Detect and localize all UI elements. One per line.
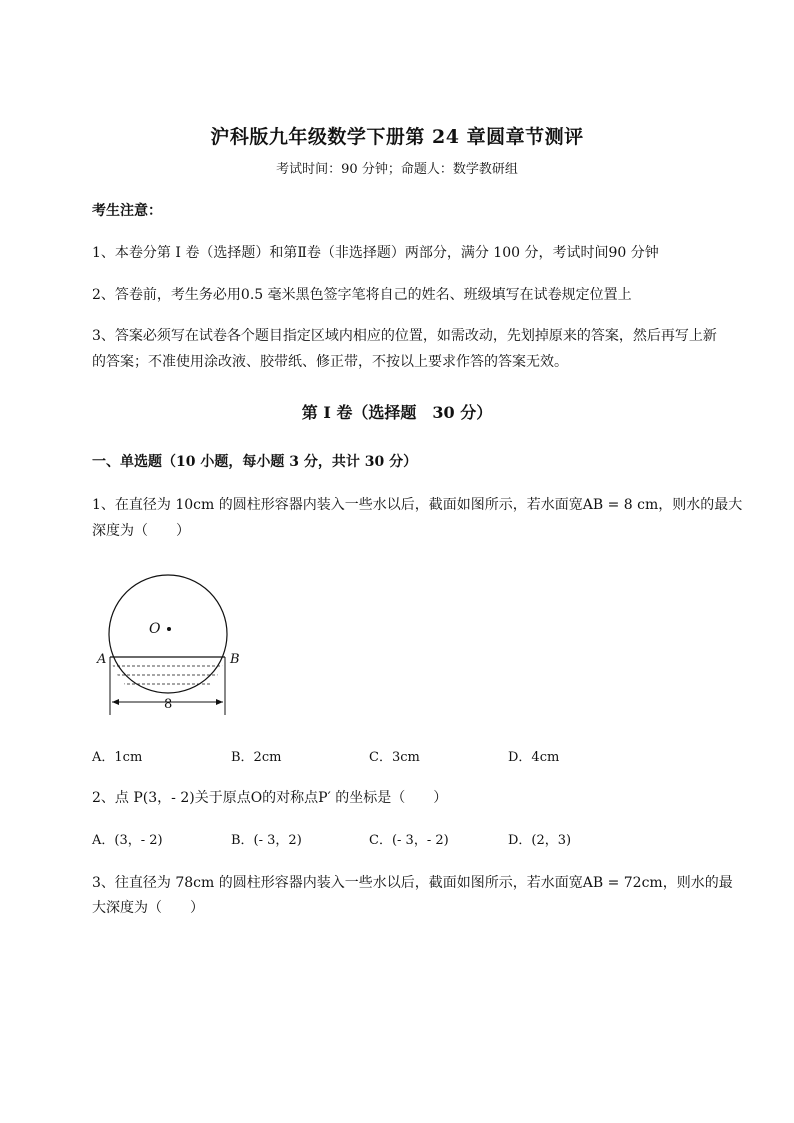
arrow-left bbox=[112, 699, 119, 705]
q1-option-a: A．1cm bbox=[92, 750, 143, 765]
label-a: A bbox=[97, 652, 107, 667]
q1-text-cont: 深度为（ ） bbox=[92, 523, 190, 539]
q3-text: 3、往直径为 78cm 的圆柱形容器内装入一些水以后，截面如图所示，若水面宽AB = 72cm，则水的最 bbox=[92, 875, 733, 891]
page-title: 沪科版九年级数学下册第 24 章圆章节测评 bbox=[210, 126, 584, 148]
q3-text-cont: 大深度为（ ） bbox=[92, 900, 204, 916]
label-width: 8 bbox=[164, 697, 173, 712]
q2-option-d: D．(2，3) bbox=[508, 833, 572, 848]
q1-option-c: C．3cm bbox=[369, 750, 420, 765]
water-hatch bbox=[102, 666, 237, 684]
label-o: O bbox=[149, 621, 161, 637]
label-b: B bbox=[230, 652, 240, 667]
q1-option-b: B．2cm bbox=[231, 750, 282, 765]
q2-option-b: B．(- 3，2) bbox=[231, 833, 302, 848]
notice-heading: 考生注意： bbox=[92, 203, 162, 219]
notice-item-3: 3、答案必须写在试卷各个题目指定区域内相应的位置，如需改动，先划掉原来的答案，然后再写上新 bbox=[92, 328, 717, 344]
exam-info: 考试时间：90 分钟；命题人：数学教研组 bbox=[276, 162, 518, 177]
q1-text: 1、在直径为 10cm 的圆柱形容器内装入一些水以后，截面如图所示，若水面宽AB = 8 cm，则水的最大 bbox=[92, 497, 743, 513]
q2-text: 2、点 P(3，- 2)关于原点O的对称点P′ 的坐标是（ ） bbox=[92, 790, 448, 806]
notice-item-1: 1、本卷分第 I 卷（选择题）和第Ⅱ卷（非选择题）两部分，满分 100 分，考试时间90 分钟 bbox=[92, 245, 659, 261]
section-title: 第 I 卷（选择题 30 分） bbox=[301, 403, 493, 422]
q2-option-c: C．(- 3，- 2) bbox=[369, 833, 449, 848]
center-point bbox=[167, 627, 171, 631]
q1-option-d: D．4cm bbox=[508, 750, 560, 765]
notice-item-2: 2、答卷前，考生务必用0.5 毫米黑色签字笔将自己的姓名、班级填写在试卷规定位置上 bbox=[92, 287, 632, 303]
mc-heading: 一、单选题（10 小题，每小题 3 分，共计 30 分） bbox=[92, 454, 418, 470]
q2-option-a: A．(3，- 2) bbox=[92, 833, 163, 848]
circle-water-diagram bbox=[92, 562, 252, 722]
arrow-right bbox=[216, 699, 223, 705]
notice-item-3-cont: 的答案；不准使用涂改液、胶带纸、修正带，不按以上要求作答的答案无效。 bbox=[92, 354, 568, 370]
